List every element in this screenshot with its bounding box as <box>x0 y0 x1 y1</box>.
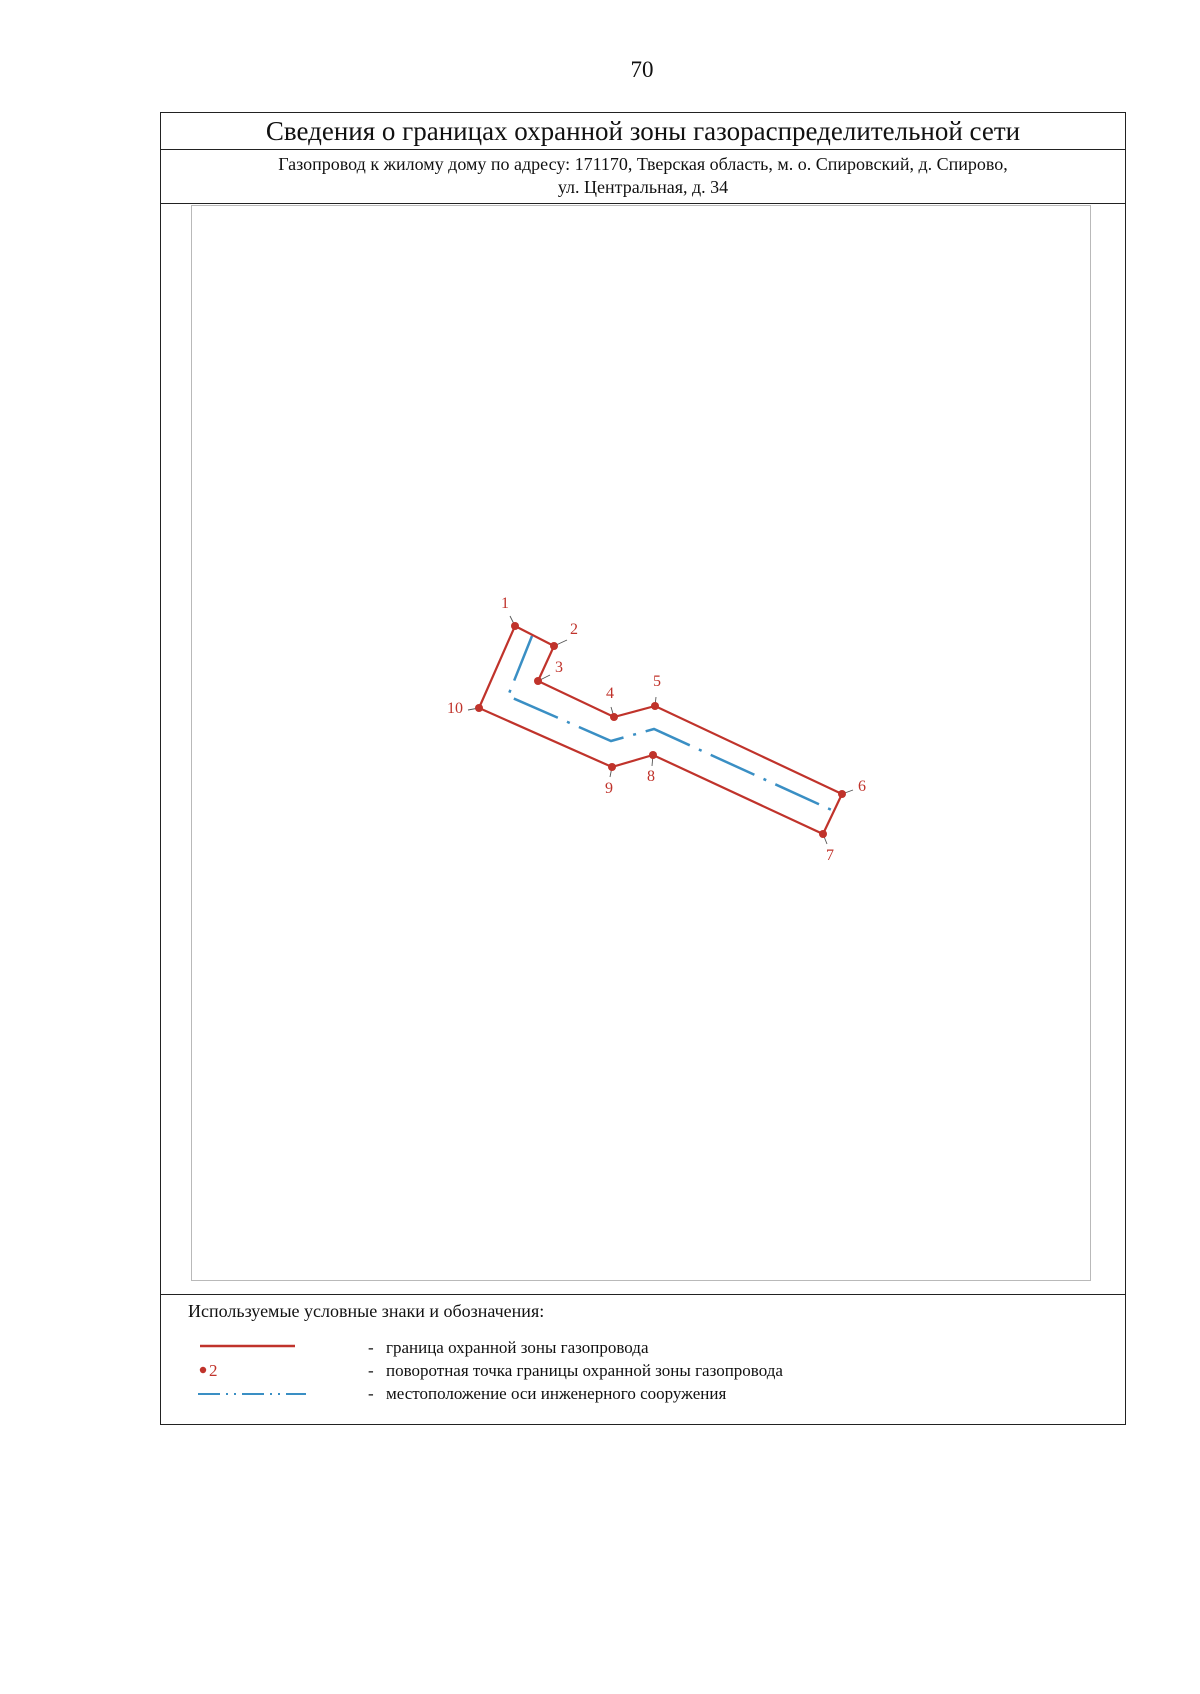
boundary-point-7 <box>819 830 827 838</box>
map-area <box>191 205 1091 1281</box>
boundary-point-3 <box>534 677 542 685</box>
document-subtitle <box>161 149 1125 204</box>
page-number: 70 <box>630 57 654 82</box>
boundary-point-label-9: 9 <box>605 780 613 797</box>
red-solid-line-icon <box>198 1337 308 1359</box>
legend-text-point: поворотная точка границы охранной зоны газопровода <box>386 1361 783 1380</box>
legend-dash: - <box>368 1384 374 1403</box>
boundary-point-label-6: 6 <box>858 778 866 795</box>
legend-title: Используемые условные знаки и обозначения: <box>188 1301 545 1321</box>
legend <box>161 1294 1125 1424</box>
boundary-point-2 <box>550 642 558 650</box>
boundary-point-label-5: 5 <box>653 673 661 690</box>
subtitle-line-2: ул. Центральная, д. 34 <box>557 177 729 197</box>
legend-row-point <box>161 1360 1125 1382</box>
protection-zone-map <box>192 206 1092 1282</box>
legend-row-boundary <box>161 1337 1125 1359</box>
blue-dash-dot-line-icon <box>198 1383 308 1405</box>
legend-text-boundary: граница охранной зоны газопровода <box>386 1338 649 1357</box>
boundary-point-6 <box>838 790 846 798</box>
boundary-point-label-8: 8 <box>647 768 655 785</box>
protection-zone-boundary <box>479 626 842 834</box>
boundary-point-label-3: 3 <box>555 659 563 676</box>
document-frame <box>160 112 1126 1425</box>
boundary-point-label-4: 4 <box>606 685 614 702</box>
legend-row-axis <box>161 1383 1125 1405</box>
boundary-point-5 <box>651 702 659 710</box>
subtitle-line-1: Газопровод к жилому дому по адресу: 171170, Тверская область, м. о. Спировский, д. Спирово, <box>278 154 1008 174</box>
boundary-point-label-7: 7 <box>826 847 834 864</box>
document-title: Сведения о границах охранной зоны газораспределительной сети <box>161 113 1125 150</box>
legend-dash: - <box>368 1338 374 1357</box>
boundary-point-label-1: 1 <box>501 595 509 612</box>
legend-point-label: 2 <box>209 1361 218 1380</box>
boundary-point-8 <box>649 751 657 759</box>
boundary-point-4 <box>610 713 618 721</box>
legend-text-axis: местоположение оси инженерного сооружения <box>386 1384 727 1403</box>
boundary-point-label-2: 2 <box>570 621 578 638</box>
boundary-point-label-10: 10 <box>447 700 463 717</box>
legend-dash: - <box>368 1361 374 1380</box>
boundary-point-10 <box>475 704 483 712</box>
boundary-point-9 <box>608 763 616 771</box>
boundary-point-1 <box>511 622 519 630</box>
